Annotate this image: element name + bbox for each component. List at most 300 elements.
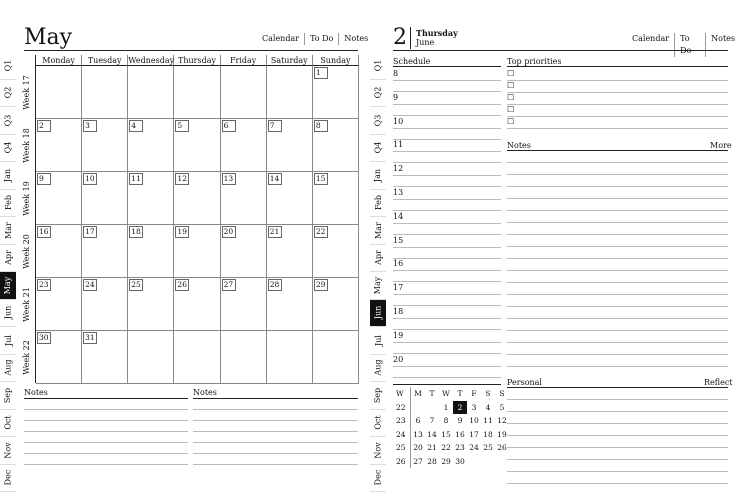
nav-calendar-link[interactable]: Calendar bbox=[632, 34, 670, 43]
note-line[interactable] bbox=[24, 409, 188, 410]
day-cell[interactable] bbox=[174, 278, 220, 331]
nav-notes-link[interactable]: Notes bbox=[705, 33, 740, 57]
day-cell[interactable] bbox=[267, 331, 313, 384]
hour-label: 10 bbox=[393, 116, 404, 126]
day-cell[interactable] bbox=[82, 331, 128, 384]
priority-checkbox[interactable]: ☐ bbox=[507, 81, 515, 90]
week-label bbox=[20, 119, 32, 172]
mini-week-number: 24 bbox=[393, 428, 411, 442]
half-hour-line[interactable] bbox=[393, 139, 501, 140]
mini-day[interactable]: 28 bbox=[427, 456, 437, 466]
half-hour-line[interactable] bbox=[393, 234, 501, 235]
day-cell[interactable] bbox=[313, 119, 359, 172]
note-line[interactable] bbox=[193, 420, 358, 421]
week-label-text: Week 19 bbox=[21, 181, 31, 216]
day-number: 12 bbox=[175, 173, 189, 185]
notes-rule-right bbox=[193, 398, 358, 399]
note-line[interactable] bbox=[24, 453, 188, 454]
note-line[interactable] bbox=[507, 210, 728, 211]
notes-right-rule bbox=[507, 150, 728, 151]
tab-label: Jan bbox=[3, 168, 13, 182]
tab-label: Q3 bbox=[3, 114, 13, 127]
tab-label: Dec bbox=[373, 469, 383, 486]
tab-label: Q1 bbox=[373, 59, 383, 72]
schedule-rule bbox=[393, 66, 501, 67]
day-cell[interactable] bbox=[313, 225, 359, 278]
day-number: 26 bbox=[175, 279, 189, 291]
tab-aug[interactable] bbox=[0, 355, 16, 383]
half-hour-line[interactable] bbox=[393, 353, 501, 354]
mini-day[interactable]: 8 bbox=[443, 416, 449, 426]
hour-line[interactable] bbox=[393, 294, 501, 295]
month-grid bbox=[35, 55, 359, 383]
mini-day[interactable]: 13 bbox=[413, 429, 423, 439]
hour-line[interactable] bbox=[393, 318, 501, 319]
personal-line[interactable] bbox=[507, 459, 728, 460]
tab-q1[interactable] bbox=[370, 52, 386, 80]
tab-apr[interactable] bbox=[370, 245, 386, 273]
day-cell[interactable] bbox=[128, 172, 174, 225]
hour-line[interactable] bbox=[393, 151, 501, 152]
notes-right-title: Notes bbox=[193, 388, 217, 397]
mini-day[interactable]: 15 bbox=[441, 429, 451, 439]
day-cell[interactable] bbox=[221, 225, 267, 278]
day-cell[interactable] bbox=[267, 278, 313, 331]
weekday-header-thursday: Thursday bbox=[174, 55, 220, 66]
mini-calendar-row bbox=[393, 428, 509, 442]
tab-dec[interactable] bbox=[370, 465, 386, 493]
day-cell[interactable] bbox=[221, 119, 267, 172]
tab-label: Aug bbox=[373, 359, 383, 376]
half-hour-line[interactable] bbox=[393, 281, 501, 282]
tab-label: Q4 bbox=[373, 141, 383, 154]
notes-title: Notes bbox=[507, 141, 531, 150]
day-cell[interactable] bbox=[174, 119, 220, 172]
day-number: 29 bbox=[314, 279, 328, 291]
note-line[interactable] bbox=[507, 186, 728, 187]
mini-week-number: 25 bbox=[393, 441, 411, 455]
hour-label: 13 bbox=[393, 188, 404, 197]
tab-label: Dec bbox=[3, 469, 13, 486]
half-hour-line[interactable] bbox=[393, 377, 501, 378]
day-number: 7 bbox=[268, 120, 282, 132]
tab-jun[interactable] bbox=[370, 300, 386, 328]
day-cell[interactable] bbox=[82, 278, 128, 331]
day-cell[interactable] bbox=[174, 66, 220, 119]
mini-header-cell: M bbox=[414, 389, 422, 399]
mini-day[interactable]: 2 bbox=[453, 401, 467, 415]
right-header-rule bbox=[393, 50, 728, 51]
note-line[interactable] bbox=[507, 354, 728, 355]
mini-header-cell: F bbox=[471, 389, 477, 399]
priority-line[interactable] bbox=[507, 128, 728, 129]
tab-label: Sep bbox=[373, 387, 383, 403]
personal-line[interactable] bbox=[507, 423, 728, 424]
hour-line[interactable] bbox=[393, 199, 501, 200]
personal-line[interactable] bbox=[507, 471, 728, 472]
tab-may[interactable] bbox=[0, 272, 16, 300]
mini-day[interactable]: 11 bbox=[483, 416, 493, 426]
note-line[interactable] bbox=[507, 318, 728, 319]
priorities-rule bbox=[507, 66, 728, 67]
day-number: 18 bbox=[129, 226, 143, 238]
day-number: 9 bbox=[37, 173, 51, 185]
day-cell[interactable] bbox=[36, 278, 82, 331]
day-number: 30 bbox=[37, 332, 51, 344]
tab-label: Aug bbox=[3, 359, 13, 376]
day-number: 25 bbox=[129, 279, 143, 291]
mini-day[interactable]: 12 bbox=[497, 416, 507, 426]
note-line[interactable] bbox=[193, 409, 358, 410]
tab-q4[interactable] bbox=[0, 135, 16, 163]
day-cell[interactable] bbox=[82, 172, 128, 225]
hour-line[interactable] bbox=[393, 223, 501, 224]
half-hour-line[interactable] bbox=[393, 162, 501, 163]
mini-day[interactable]: 22 bbox=[441, 443, 451, 453]
day-number: 10 bbox=[83, 173, 97, 185]
tab-oct[interactable] bbox=[0, 410, 16, 438]
tab-label: Oct bbox=[373, 415, 383, 430]
day-cell[interactable] bbox=[36, 331, 82, 384]
day-cell[interactable] bbox=[174, 331, 220, 384]
day-cell[interactable] bbox=[128, 331, 174, 384]
weekday-header-monday: Monday bbox=[36, 55, 82, 66]
note-line[interactable] bbox=[507, 330, 728, 331]
personal-line[interactable] bbox=[507, 411, 728, 412]
note-line[interactable] bbox=[193, 464, 358, 465]
tab-q3[interactable] bbox=[0, 107, 16, 135]
tab-label: Jan bbox=[373, 168, 383, 182]
day-number: 19 bbox=[175, 226, 189, 238]
day-number: 6 bbox=[222, 120, 236, 132]
hour-label: 9 bbox=[393, 92, 399, 102]
day-number: 1 bbox=[314, 67, 328, 79]
day-number: 27 bbox=[222, 279, 236, 291]
hour-label: 15 bbox=[393, 235, 404, 245]
mini-day[interactable]: 23 bbox=[455, 443, 465, 453]
tab-label: Apr bbox=[3, 250, 13, 266]
hour-label: 16 bbox=[393, 259, 404, 269]
weekday-header-friday: Friday bbox=[221, 55, 267, 66]
mini-day bbox=[425, 401, 439, 415]
mini-day[interactable]: 26 bbox=[497, 443, 507, 453]
day-number: 8 bbox=[314, 120, 328, 132]
week-label bbox=[20, 225, 32, 278]
tab-mar[interactable] bbox=[0, 217, 16, 245]
reflect-title: Reflect bbox=[704, 378, 733, 387]
hour-line[interactable] bbox=[393, 128, 501, 129]
mini-header-cell: W bbox=[442, 389, 450, 399]
mini-day[interactable]: 25 bbox=[483, 443, 493, 453]
day-cell[interactable] bbox=[267, 66, 313, 119]
day-number: 31 bbox=[83, 332, 97, 344]
week-label bbox=[20, 66, 32, 119]
mini-day[interactable]: 20 bbox=[413, 443, 423, 453]
mini-header-cell: T bbox=[457, 389, 463, 399]
priority-checkbox[interactable]: ☐ bbox=[507, 117, 515, 126]
day-cell[interactable] bbox=[36, 225, 82, 278]
right-header-nav bbox=[627, 33, 740, 57]
hour-line[interactable] bbox=[393, 175, 501, 176]
day-cell[interactable] bbox=[221, 278, 267, 331]
day-cell[interactable] bbox=[128, 225, 174, 278]
half-hour-line[interactable] bbox=[393, 91, 501, 92]
left-header-nav bbox=[257, 33, 373, 45]
note-line[interactable] bbox=[24, 464, 188, 465]
tab-label: Nov bbox=[373, 442, 383, 459]
day-number: 20 bbox=[222, 226, 236, 238]
note-line[interactable] bbox=[193, 453, 358, 454]
half-hour-line[interactable] bbox=[393, 115, 501, 116]
tab-q1[interactable] bbox=[0, 52, 16, 80]
note-line[interactable] bbox=[507, 282, 728, 283]
mini-day[interactable]: 6 bbox=[415, 416, 421, 426]
weekday-header-saturday: Saturday bbox=[267, 55, 313, 66]
notes-left-title: Notes bbox=[24, 388, 48, 397]
tab-jul[interactable] bbox=[0, 327, 16, 355]
note-line[interactable] bbox=[507, 366, 728, 367]
mini-day[interactable]: 7 bbox=[429, 416, 435, 426]
mini-calendar-row bbox=[393, 441, 509, 455]
day-number: 23 bbox=[37, 279, 51, 291]
day-cell[interactable] bbox=[82, 225, 128, 278]
day-cell[interactable] bbox=[174, 225, 220, 278]
weekday-header-sunday: Sunday bbox=[313, 55, 359, 66]
mini-header-cell: S bbox=[485, 389, 491, 399]
note-line[interactable] bbox=[507, 294, 728, 295]
day-cell[interactable] bbox=[36, 66, 82, 119]
day-cell[interactable] bbox=[221, 172, 267, 225]
personal-line[interactable] bbox=[507, 435, 728, 436]
personal-title: Personal bbox=[507, 378, 542, 387]
priority-checkbox[interactable]: ☐ bbox=[507, 105, 515, 114]
mini-day bbox=[411, 401, 426, 415]
day-number: 15 bbox=[314, 173, 328, 185]
day-number: 17 bbox=[83, 226, 97, 238]
mini-day[interactable]: 24 bbox=[469, 443, 479, 453]
mini-day[interactable]: 27 bbox=[413, 456, 423, 466]
day-cell[interactable] bbox=[174, 172, 220, 225]
personal-line[interactable] bbox=[507, 483, 728, 484]
tab-label: Jul bbox=[373, 334, 383, 346]
mini-day[interactable]: 3 bbox=[471, 402, 477, 412]
tab-jun[interactable] bbox=[0, 300, 16, 328]
month-subtitle: June bbox=[416, 38, 435, 47]
mini-day bbox=[495, 455, 509, 469]
mini-day[interactable]: 29 bbox=[441, 456, 451, 466]
half-hour-line[interactable] bbox=[393, 329, 501, 330]
day-cell[interactable] bbox=[36, 119, 82, 172]
mini-day[interactable]: 1 bbox=[443, 402, 449, 412]
nav-notes-link[interactable]: Notes bbox=[338, 33, 373, 45]
priority-line[interactable] bbox=[507, 92, 728, 93]
week-label bbox=[20, 172, 32, 225]
priority-checkbox[interactable]: ☐ bbox=[507, 93, 515, 102]
mini-day[interactable]: 30 bbox=[455, 456, 465, 466]
tab-label: Mar bbox=[373, 221, 383, 239]
day-cell[interactable] bbox=[267, 119, 313, 172]
tab-nov[interactable] bbox=[0, 437, 16, 465]
mini-day[interactable]: 19 bbox=[497, 429, 507, 439]
tab-feb[interactable] bbox=[0, 190, 16, 218]
weekday-header-wednesday: Wednesday bbox=[128, 56, 175, 65]
tab-jan[interactable] bbox=[370, 162, 386, 190]
hour-label: 20 bbox=[393, 354, 404, 364]
day-cell[interactable] bbox=[313, 331, 359, 384]
mini-day[interactable]: 18 bbox=[483, 429, 493, 439]
tab-label: Q1 bbox=[3, 59, 13, 72]
mini-day[interactable]: 17 bbox=[469, 429, 479, 439]
week-label-text: Week 22 bbox=[21, 340, 31, 375]
hour-line[interactable] bbox=[393, 342, 501, 343]
priority-line[interactable] bbox=[507, 104, 728, 105]
tab-q2[interactable] bbox=[370, 80, 386, 108]
tab-q2[interactable] bbox=[0, 80, 16, 108]
note-line[interactable] bbox=[507, 162, 728, 163]
tab-sep[interactable] bbox=[370, 382, 386, 410]
personal-line[interactable] bbox=[507, 399, 728, 400]
mini-day[interactable]: 14 bbox=[427, 429, 437, 439]
weekday-title: Thursday bbox=[416, 28, 458, 38]
tab-label: Feb bbox=[373, 195, 383, 211]
mini-week-number: 23 bbox=[393, 414, 411, 428]
note-line[interactable] bbox=[507, 234, 728, 235]
mini-day[interactable]: 16 bbox=[455, 429, 465, 439]
day-number: 4 bbox=[129, 120, 143, 132]
tab-feb[interactable] bbox=[370, 190, 386, 218]
tab-nov[interactable] bbox=[370, 437, 386, 465]
day-cell[interactable] bbox=[313, 66, 359, 119]
schedule-title: Schedule bbox=[393, 57, 431, 66]
note-line[interactable] bbox=[193, 442, 358, 443]
tab-label: Apr bbox=[373, 250, 383, 266]
day-cell[interactable] bbox=[82, 119, 128, 172]
day-cell[interactable] bbox=[313, 172, 359, 225]
tab-apr[interactable] bbox=[0, 245, 16, 273]
priority-line[interactable] bbox=[507, 80, 728, 81]
hour-label: 19 bbox=[393, 330, 404, 340]
mini-week-number: 22 bbox=[393, 401, 411, 415]
tab-sep[interactable] bbox=[0, 382, 16, 410]
day-number: 2 bbox=[393, 25, 407, 50]
mini-day bbox=[481, 455, 495, 469]
day-cell[interactable] bbox=[221, 331, 267, 384]
week-label bbox=[20, 331, 32, 384]
week-label-text: Week 17 bbox=[21, 75, 31, 110]
mini-day[interactable]: 9 bbox=[457, 416, 463, 426]
hour-label: 17 bbox=[393, 283, 404, 293]
day-cell[interactable] bbox=[82, 66, 128, 119]
note-line[interactable] bbox=[24, 431, 188, 432]
day-title-divider bbox=[410, 27, 411, 49]
note-line[interactable] bbox=[507, 246, 728, 247]
priority-line[interactable] bbox=[507, 116, 728, 117]
day-cell[interactable] bbox=[267, 172, 313, 225]
hour-line[interactable] bbox=[393, 104, 501, 105]
tab-label: Q2 bbox=[373, 86, 383, 99]
day-number: 13 bbox=[222, 173, 236, 185]
tab-label: Q2 bbox=[3, 86, 13, 99]
hour-line[interactable] bbox=[393, 366, 501, 367]
day-cell[interactable] bbox=[128, 66, 174, 119]
mini-day bbox=[467, 455, 481, 469]
note-line[interactable] bbox=[507, 198, 728, 199]
mini-calendar-header bbox=[393, 387, 509, 401]
hour-line[interactable] bbox=[393, 270, 501, 271]
hour-line[interactable] bbox=[393, 247, 501, 248]
tab-oct[interactable] bbox=[370, 410, 386, 438]
personal-rule bbox=[507, 387, 728, 388]
hour-line[interactable] bbox=[393, 80, 501, 81]
mini-week-number: 26 bbox=[393, 455, 411, 469]
mini-day[interactable]: 4 bbox=[485, 402, 491, 412]
tab-aug[interactable] bbox=[370, 355, 386, 383]
tab-q4[interactable] bbox=[370, 135, 386, 163]
personal-line[interactable] bbox=[507, 447, 728, 448]
day-cell[interactable] bbox=[128, 278, 174, 331]
day-cell[interactable] bbox=[221, 66, 267, 119]
tab-label: Sep bbox=[3, 387, 13, 403]
tab-dec[interactable] bbox=[0, 465, 16, 493]
note-line[interactable] bbox=[507, 342, 728, 343]
note-line[interactable] bbox=[507, 174, 728, 175]
week-label-text: Week 20 bbox=[21, 234, 31, 269]
nav-todo-link[interactable]: To bbox=[674, 33, 705, 57]
day-cell[interactable] bbox=[313, 278, 359, 331]
half-hour-line[interactable] bbox=[393, 186, 501, 187]
notes-more-link[interactable]: More bbox=[710, 141, 732, 150]
tab-label: Q4 bbox=[3, 141, 13, 154]
tab-jul[interactable] bbox=[370, 327, 386, 355]
mini-day[interactable]: 10 bbox=[469, 416, 479, 426]
day-number: 28 bbox=[268, 279, 282, 291]
note-line[interactable] bbox=[507, 306, 728, 307]
tab-label: May bbox=[373, 276, 383, 294]
note-line[interactable] bbox=[507, 270, 728, 271]
day-number: 11 bbox=[129, 173, 143, 185]
nav-todo-link[interactable]: To Do bbox=[304, 33, 338, 45]
tab-label: Nov bbox=[3, 442, 13, 459]
note-line[interactable] bbox=[24, 420, 188, 421]
nav-calendar-link[interactable]: Calendar bbox=[262, 34, 300, 43]
day-cell[interactable] bbox=[36, 172, 82, 225]
tab-mar[interactable] bbox=[370, 217, 386, 245]
note-line[interactable] bbox=[507, 222, 728, 223]
week-label-text: Week 21 bbox=[21, 287, 31, 322]
mini-day[interactable]: 5 bbox=[499, 402, 505, 412]
half-hour-line[interactable] bbox=[393, 258, 501, 259]
tab-q3[interactable] bbox=[370, 107, 386, 135]
day-cell[interactable] bbox=[128, 119, 174, 172]
tab-label: Jul bbox=[3, 334, 13, 346]
tab-may[interactable] bbox=[370, 272, 386, 300]
note-line[interactable] bbox=[507, 258, 728, 259]
tab-label: Jun bbox=[3, 305, 13, 320]
note-line[interactable] bbox=[193, 431, 358, 432]
note-line[interactable] bbox=[24, 442, 188, 443]
mini-day[interactable]: 21 bbox=[427, 443, 437, 453]
half-hour-line[interactable] bbox=[393, 305, 501, 306]
day-number: 2 bbox=[37, 120, 51, 132]
day-cell[interactable] bbox=[267, 225, 313, 278]
tab-label: Oct bbox=[3, 415, 13, 430]
half-hour-line[interactable] bbox=[393, 210, 501, 211]
priority-checkbox[interactable]: ☐ bbox=[507, 69, 515, 78]
week-label-text: Week 18 bbox=[21, 128, 31, 163]
mini-calendar bbox=[393, 387, 509, 468]
day-number: 16 bbox=[37, 226, 51, 238]
tab-jan[interactable] bbox=[0, 162, 16, 190]
